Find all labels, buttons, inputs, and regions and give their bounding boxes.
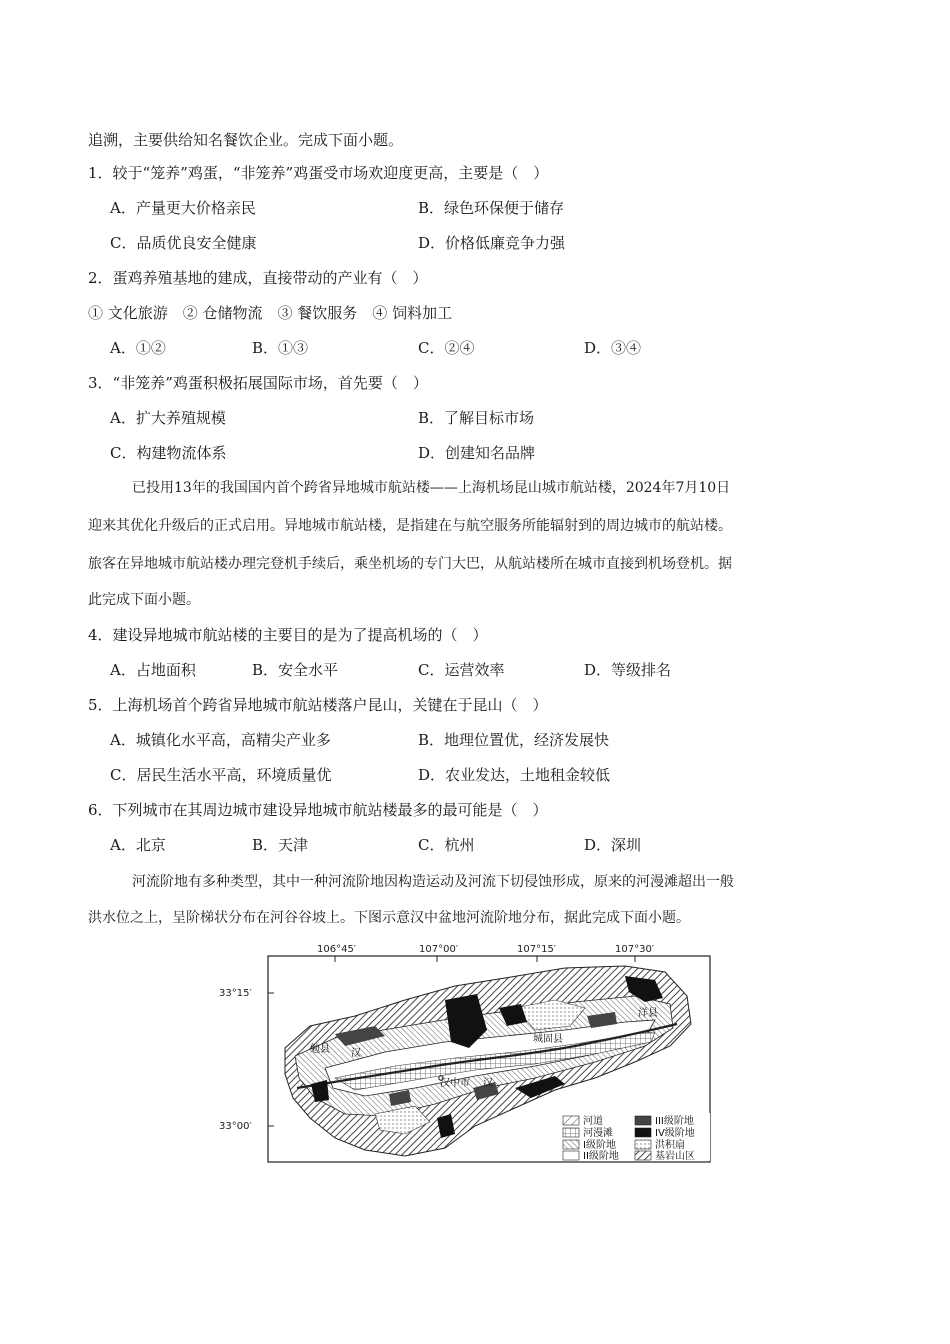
q3-option-d[interactable]: D．创建知名品牌 [418,444,536,462]
q5-option-a[interactable]: A．城镇化水平高，高精尖产业多 [110,731,331,749]
passage2-line-3: 旅客在异地城市航站楼办理完登机手续后，乘坐机场的专门大巴，从航站楼所在城市直接到机场登机。据 [88,556,732,572]
passage2-line-1: 已投用13年的我国国内首个跨省异地城市航站楼——上海机场昆山城市航站楼，2024年7月10日 [132,480,731,496]
legend-river: 河道 [583,1116,603,1127]
place-han-1: 汉 [351,1048,361,1059]
q6-stem: 6．下列城市在其周边城市建设异地城市航站楼最多的最可能是（ ） [88,801,548,819]
q5-option-b[interactable]: B．地理位置优，经济发展快 [418,731,610,749]
q2-option-d[interactable]: D．③④ [584,339,642,357]
q2-stem: 2．蛋鸡养殖基地的建成，直接带动的产业有（ ） [88,269,428,287]
q1-option-c[interactable]: C．品质优良安全健康 [110,234,257,252]
q4-option-b[interactable]: B．安全水平 [252,661,339,679]
place-han-2: 汉 [483,1078,493,1089]
place-hanzhong: 汉中市 [440,1078,470,1089]
passage2-line-2: 迎来其优化升级后的正式启用。异地城市航站楼，是指建在与航空服务所能辐射到的周边城市的航站楼。 [88,518,732,534]
q2-option-b[interactable]: B．①③ [252,339,309,357]
q6-option-c[interactable]: C．杭州 [418,836,475,854]
map-legend [560,1113,710,1162]
q4-option-c[interactable]: C．运营效率 [418,661,505,679]
q1-option-d[interactable]: D．价格低廉竞争力强 [418,234,566,252]
legend-floodplain: 河漫滩 [583,1128,613,1139]
q3-option-b[interactable]: B．了解目标市场 [418,409,535,427]
legend-terrace-iii: III级阶地 [655,1116,694,1127]
q2-choices: ① 文化旅游 ② 仓储物流 ③ 餐饮服务 ④ 饲料加工 [88,304,453,322]
hanzhong-basin-terrace-map [215,938,735,1168]
lon-label-1: 106°45′ [317,944,357,955]
legend-terrace-ii: II级阶地 [583,1151,619,1162]
q1-option-a[interactable]: A．产量更大价格亲民 [110,199,256,217]
q5-stem: 5．上海机场首个跨省异地城市航站楼落户昆山，关键在于昆山（ ） [88,696,548,714]
intro-tail: 追溯，主要供给知名餐饮企业。完成下面小题。 [88,131,404,149]
q3-option-a[interactable]: A．扩大养殖规模 [110,409,226,427]
passage3-line-2: 洪水位之上，呈阶梯状分布在河谷谷坡上。下图示意汉中盆地河流阶地分布，据此完成下面小题。 [88,910,690,926]
passage2-line-4: 此完成下面小题。 [88,592,200,608]
q1-option-b[interactable]: B．绿色环保便于储存 [418,199,565,217]
lon-label-3: 107°15′ [517,944,557,955]
q6-option-d[interactable]: D．深圳 [584,836,642,854]
lat-label-1: 33°15′ [219,988,252,999]
q5-option-c[interactable]: C．居民生活水平高，环境质量优 [110,766,332,784]
place-mianxian: 勉县 [310,1044,330,1055]
q6-option-b[interactable]: B．天津 [252,836,309,854]
q3-stem: 3．“非笼养”鸡蛋积极拓展国际市场，首先要（ ） [88,374,428,392]
passage3-line-1: 河流阶地有多种类型，其中一种河流阶地因构造运动及河流下切侵蚀形成，原来的河漫滩超出一般 [132,874,734,890]
q4-stem: 4．建设异地城市航站楼的主要目的是为了提高机场的（ ） [88,626,488,644]
q5-option-d[interactable]: D．农业发达，土地租金较低 [418,766,611,784]
place-yangxian: 洋县 [638,1008,658,1019]
legend-terrace-i: I级阶地 [583,1140,616,1151]
lat-label-2: 33°00′ [219,1121,252,1132]
q1-stem: 1．较于“笼养”鸡蛋，“非笼养”鸡蛋受市场欢迎度更高，主要是（ ） [88,164,549,182]
lon-label-2: 107°00′ [419,944,459,955]
q2-option-a[interactable]: A．①② [110,339,166,357]
lon-label-4: 107°30′ [615,944,655,955]
legend-terrace-iv: IV级阶地 [655,1128,695,1139]
legend-bedrock: 基岩山区 [655,1151,695,1162]
q4-option-d[interactable]: D．等级排名 [584,661,672,679]
q6-option-a[interactable]: A．北京 [110,836,166,854]
q3-option-c[interactable]: C．构建物流体系 [110,444,227,462]
place-chenggu: 城固县 [533,1034,563,1045]
q2-option-c[interactable]: C．②④ [418,339,475,357]
q4-option-a[interactable]: A．占地面积 [110,661,196,679]
legend-alluvial-fan: 洪积扇 [655,1140,685,1151]
